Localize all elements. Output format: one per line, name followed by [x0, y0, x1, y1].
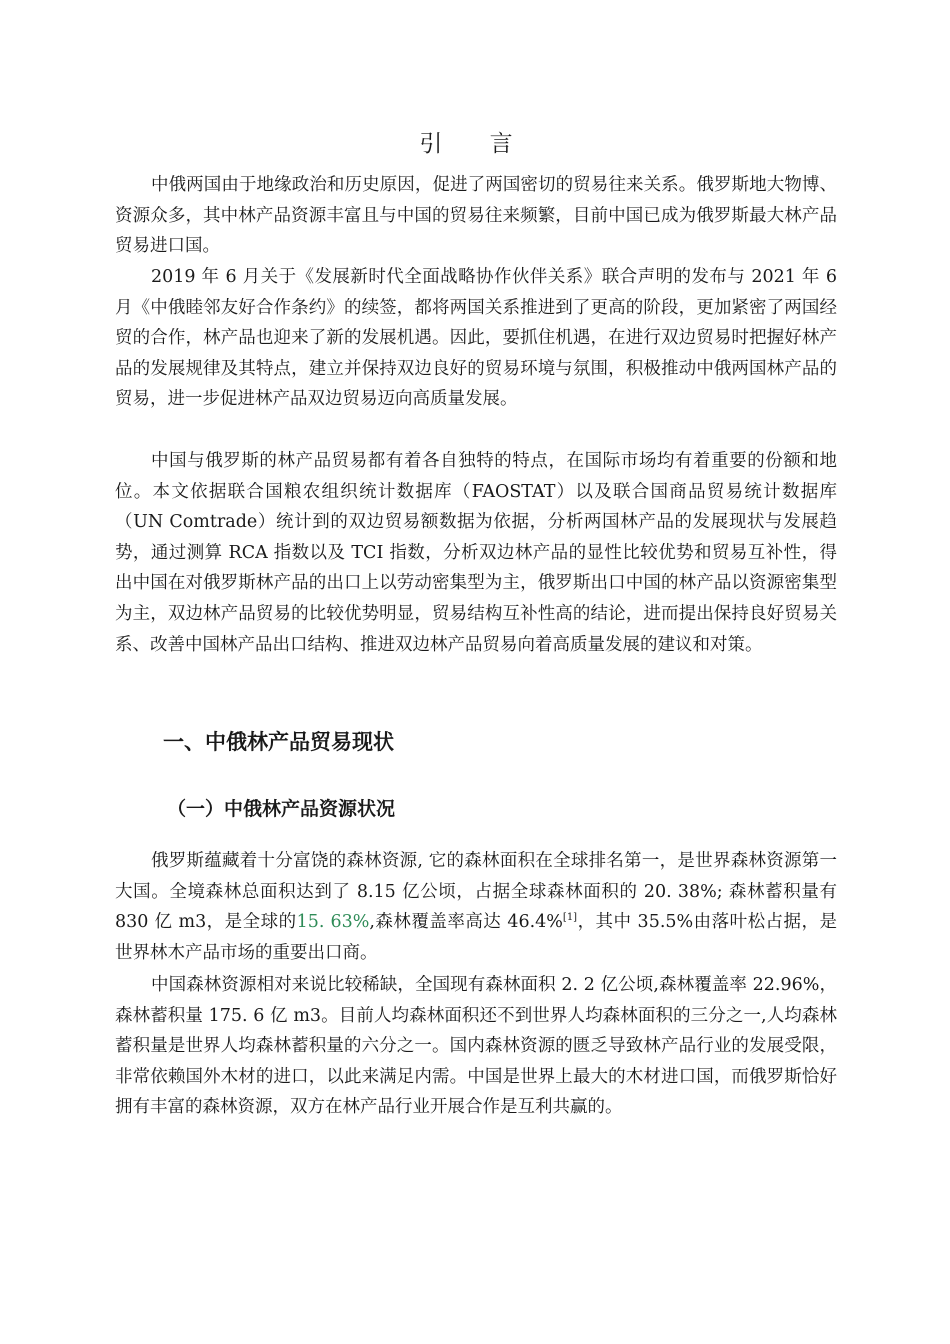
- page-title: 引 言: [419, 131, 533, 157]
- intro-paragraph-3: 中国与俄罗斯的林产品贸易都有着各自独特的特点，在国际市场均有着重要的份额和地位。本文依据联合国粮农组织统计数据库（FAOSTAT）以及联合国商品贸易统计数据库（UN Comtrade）统计到的双边贸易额数据为依据，分析两国林产品的发展现状与发展趋势，通过测算 RCA 指数以及 TCI 指数，分析双边林产品的显性比较优势和贸易互补性，得出中国在对俄罗斯林产品的出口上以劳动密集型为主，俄罗斯出口中国的林产品以资源密集型为主，双边林产品贸易的比较优势明显，贸易结构互补性高的结论，进而提出保持良好贸易关系、改善中国林产品出口结构、推进双边林产品贸易向着高质量发展的建议和对策。: [115, 451, 837, 655]
- subsection-heading: （一）中俄林产品资源状况: [167, 798, 396, 820]
- intro-paragraph-1: 中俄两国由于地缘政治和历史原因，促进了两国密切的贸易往来关系。俄罗斯地大物博、资源众多，其中林产品资源丰富且与中国的贸易往来频繁，目前中国已成为俄罗斯最大林产品贸易进口国。: [115, 175, 837, 257]
- citation-reference[interactable]: [1]: [562, 912, 578, 924]
- section-heading: 一、中俄林产品贸易现状: [163, 730, 394, 754]
- highlighted-percentage: 15. 63%: [296, 912, 370, 933]
- resource-text-a: 俄罗斯蕴藏着十分富饶的森林资源, 它的森林面积在全球排名第一，是世界森林资源第一大国。全境森林总面积达到了 8.15 亿公顷，占据全球森林面积的 20. 38%; 森林蓄积量有 830 亿 m3，是全球的: [115, 851, 837, 933]
- resource-text-b: ,森林覆盖率高达 46.4%: [369, 912, 563, 933]
- resource-paragraph-1: [115, 846, 837, 968]
- resource-text-c: ，其中 35.5%由落叶松占据，是世界林木产品市场的重要出口商。: [115, 912, 838, 963]
- intro-paragraph-2: 2019 年 6 月关于《发展新时代全面战略协作伙伴关系》联合声明的发布与 2021 年 6 月《中俄睦邻友好合作条约》的续签，都将两国关系推进到了更高的阶段，更加紧密了两国经贸的合作，林产品也迎来了新的发展机遇。因此，要抓住机遇，在进行双边贸易时把握好林产品的发展规律及其特点，建立并保持双边良好的贸易环境与氛围，积极推动中俄两国林产品的贸易，进一步促进林产品双边贸易迈向高质量发展。: [115, 267, 837, 410]
- resource-paragraph-2: 中国森林资源相对来说比较稀缺，全国现有森林面积 2. 2 亿公顷,森林覆盖率 22.96%，森林蓄积量 175. 6 亿 m3。目前人均森林面积还不到世界人均森林面积的三分之一,人均森林蓄积量是世界人均森林蓄积量的六分之一。国内森林资源的匮乏导致林产品行业的发展受限，非常依赖国外木材的进口，以此来满足内需。中国是世界上最大的木材进口国，而俄罗斯恰好拥有丰富的森林资源，双方在林产品行业开展合作是互利共赢的。: [115, 975, 837, 1118]
